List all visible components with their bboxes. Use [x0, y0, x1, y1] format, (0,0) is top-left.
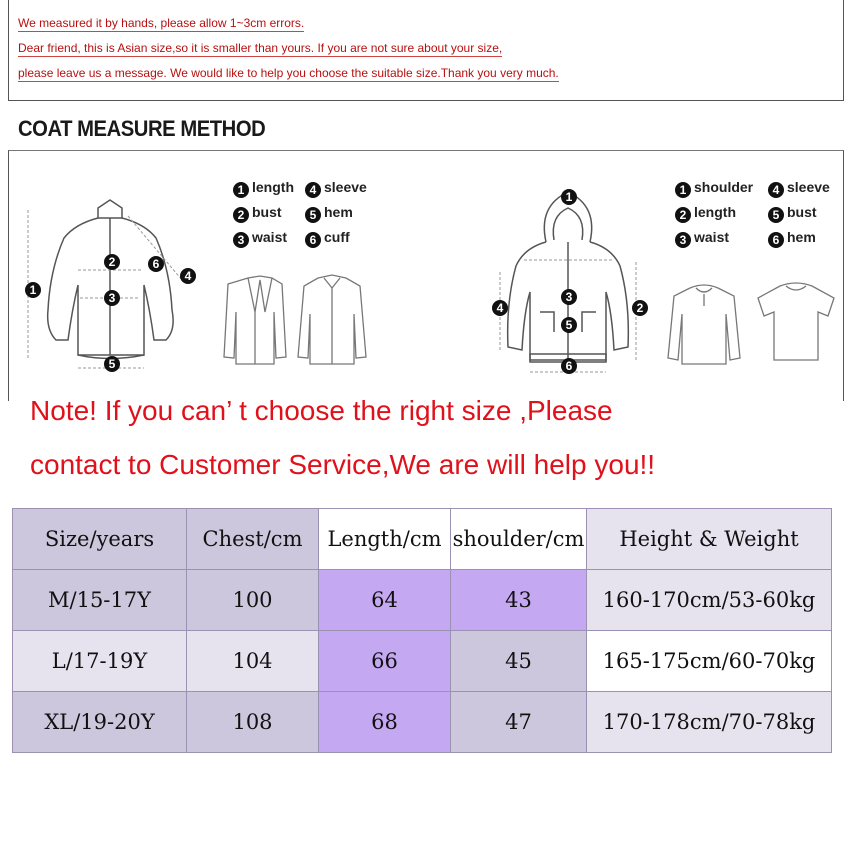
table-cell: 165-175cm/60-70kg: [587, 631, 832, 692]
svg-text:5: 5: [108, 357, 116, 371]
table-header-row: [13, 509, 832, 570]
table-cell: 108: [187, 692, 319, 753]
notice-line-1: We measured it by hands, please allow 1~3cm errors.: [18, 16, 305, 30]
table-cell: 45: [451, 631, 587, 692]
jacket-diagram: [20, 190, 200, 380]
table-row: [13, 631, 832, 692]
svg-text:2: 2: [636, 301, 644, 315]
svg-text:4: 4: [184, 269, 192, 283]
header-cell: Length/cm: [319, 509, 451, 570]
header-cell: shoulder/cm: [451, 509, 587, 570]
svg-text:4: 4: [496, 301, 504, 315]
table-cell: XL/19-20Y: [13, 692, 187, 753]
svg-text:5: 5: [565, 318, 573, 332]
svg-text:6: 6: [152, 257, 160, 271]
section-heading: COAT MEASURE METHOD: [18, 116, 266, 141]
table-cell: 104: [187, 631, 319, 692]
svg-text:3: 3: [565, 290, 573, 304]
hoodie-diagram: [484, 182, 654, 377]
note-line-2: contact to Customer Service,We are will help you!!: [30, 449, 656, 480]
header-cell: Size/years: [13, 509, 187, 570]
legend-right: 1 shoulder 4 sleeve 2 length 5 bust 3 waist 6 hem: [675, 175, 830, 250]
notice-line-2: Dear friend, this is Asian size,so it is smaller than yours. If you are not sure about your size,: [18, 41, 503, 55]
header-cell: Height & Weight: [587, 509, 832, 570]
table-cell: 43: [451, 570, 587, 631]
table-row: [13, 692, 832, 753]
notice-line-3: please leave us a message. We would like to help you choose the suitable size.Thank you very much.: [18, 66, 559, 80]
size-table: [12, 508, 832, 753]
legend-left: 1 length 4 sleeve 2 bust 5 hem 3 waist 6 cuff: [233, 175, 367, 250]
note-line-1: Note! If you can’ t choose the right size ,Please: [30, 395, 613, 426]
svg-text:6: 6: [565, 359, 573, 373]
table-cell: 100: [187, 570, 319, 631]
svg-text:3: 3: [108, 291, 116, 305]
svg-text:1: 1: [565, 190, 573, 204]
table-cell: 170-178cm/70-78kg: [587, 692, 832, 753]
svg-text:1: 1: [29, 283, 37, 297]
table-cell: 64: [319, 570, 451, 631]
header-cell: Chest/cm: [187, 509, 319, 570]
table-cell: M/15-17Y: [13, 570, 187, 631]
table-cell: 68: [319, 692, 451, 753]
table-cell: 66: [319, 631, 451, 692]
svg-text:2: 2: [108, 255, 116, 269]
table-cell: L/17-19Y: [13, 631, 187, 692]
table-cell: 160-170cm/53-60kg: [587, 570, 832, 631]
sweater-tee-icons: [662, 280, 842, 370]
blazer-shirt-icons: [220, 272, 390, 367]
table-cell: 47: [451, 692, 587, 753]
table-row: [13, 570, 832, 631]
